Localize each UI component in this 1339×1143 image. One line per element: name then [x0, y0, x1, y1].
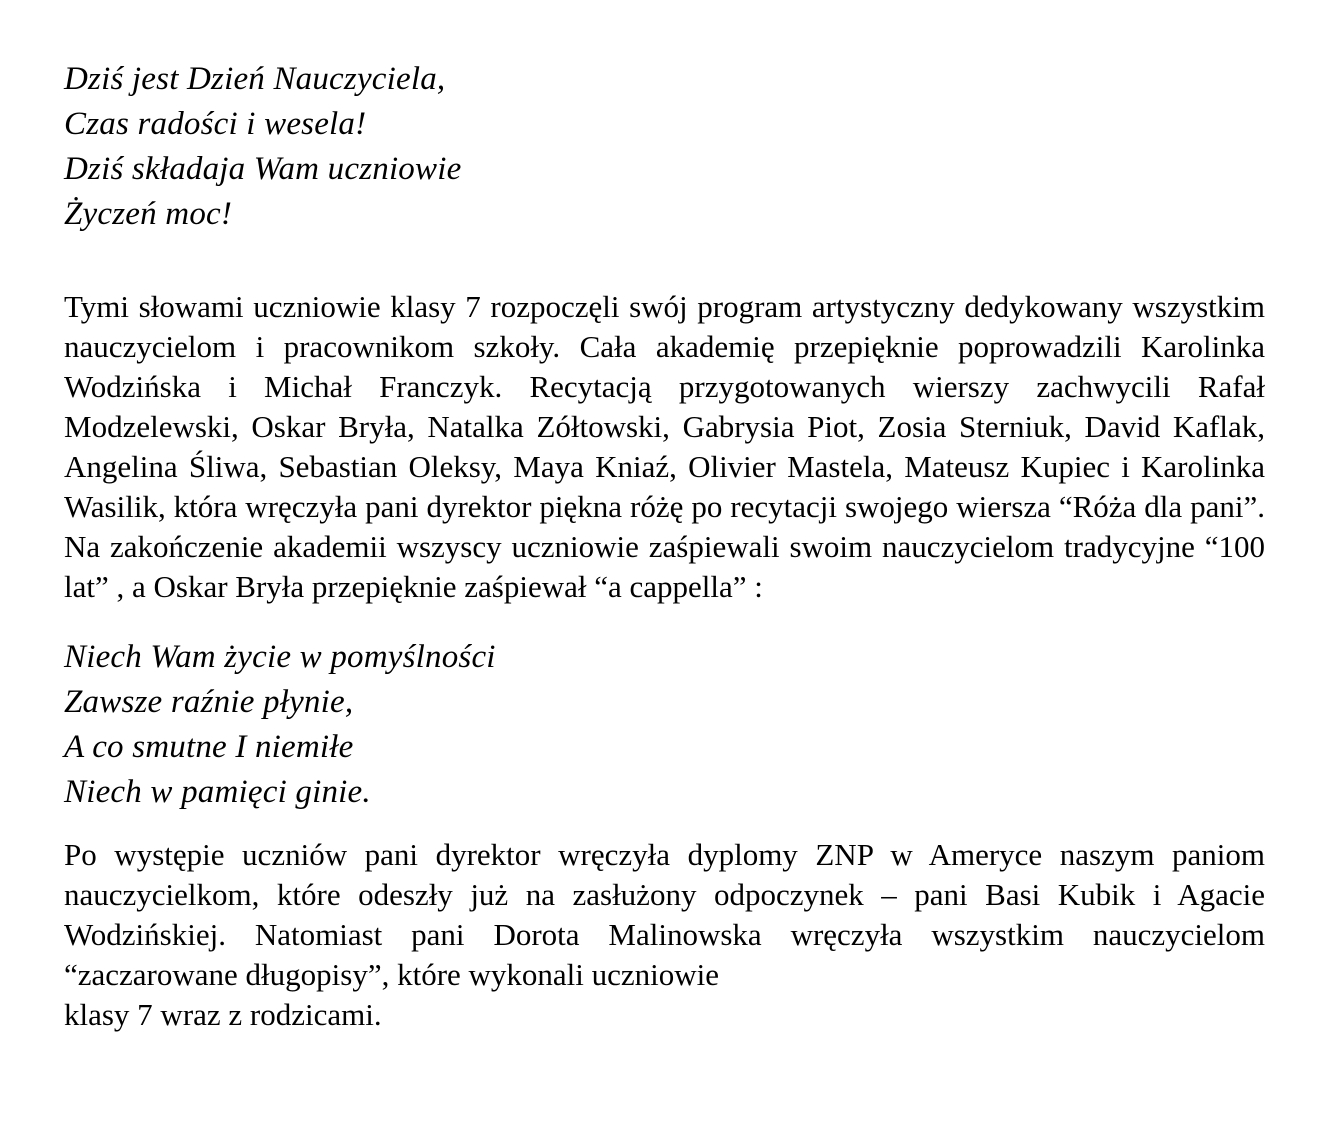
article-paragraph-2: Po występie uczniów pani dyrektor wręczyła dyplomy ZNP w Ameryce naszym paniom nauczycielkom, które odeszły już na zasłużony odpoczynek – pani Basi Kubik i Agacie Wodzińskiej. Natomiast pani Dorota Malinowska wręczyła wszystkim nauczycielom “zaczarowane długopisy”, które wykonali uczniowie: [64, 837, 1265, 992]
article-paragraph-1: Tymi słowami uczniowie klasy 7 rozpoczęli swój program artystyczny dedykowany wszystkim nauczycielom i pracownikom szkoły. Cała akademię przepięknie poprowadzili Karolinka Wodzińska i Michał Franczyk. Recytacją przygotowanych wierszy zachwycili Rafał Modzelewski, Oskar Bryła, Natalka Zółtowski, Gabrysia Piot, Zosia Sterniuk, David Kaflak, Angelina Śliwa, Sebastian Oleksy, Maya Kniaź, Olivier Mastela, Mateusz Kupiec i Karolinka Wasilik, która wręczyła pani dyrektor piękna różę po recytacji swojego wiersza “Róża dla pani”. Na zakończenie akademii wszyscy uczniowie zaśpiewali swoim nauczycielom tradycyjne “100 lat” , a Oskar Bryła przepięknie zaśpiewał “a cappella” :: [64, 289, 1265, 604]
song-poem-line-2: Zawsze raźnie płynie,: [64, 684, 354, 720]
song-poem-line-3: A co smutne I niemiłe: [64, 729, 354, 765]
opening-poem-line-1: Dziś jest Dzień Nauczyciela,: [64, 61, 446, 97]
opening-poem: [64, 57, 1265, 237]
opening-poem-line-2: Czas radości i wesela!: [64, 106, 367, 142]
song-poem: [64, 635, 1265, 815]
article-paragraph-2-last-line: klasy 7 wraz z rodzicami.: [64, 997, 382, 1032]
song-poem-line-4: Niech w pamięci ginie.: [64, 774, 371, 810]
song-poem-line-1: Niech Wam życie w pomyślności: [64, 639, 496, 675]
opening-poem-line-3: Dziś składaja Wam uczniowie: [64, 151, 462, 187]
opening-poem-line-4: Życzeń moc!: [64, 196, 233, 232]
